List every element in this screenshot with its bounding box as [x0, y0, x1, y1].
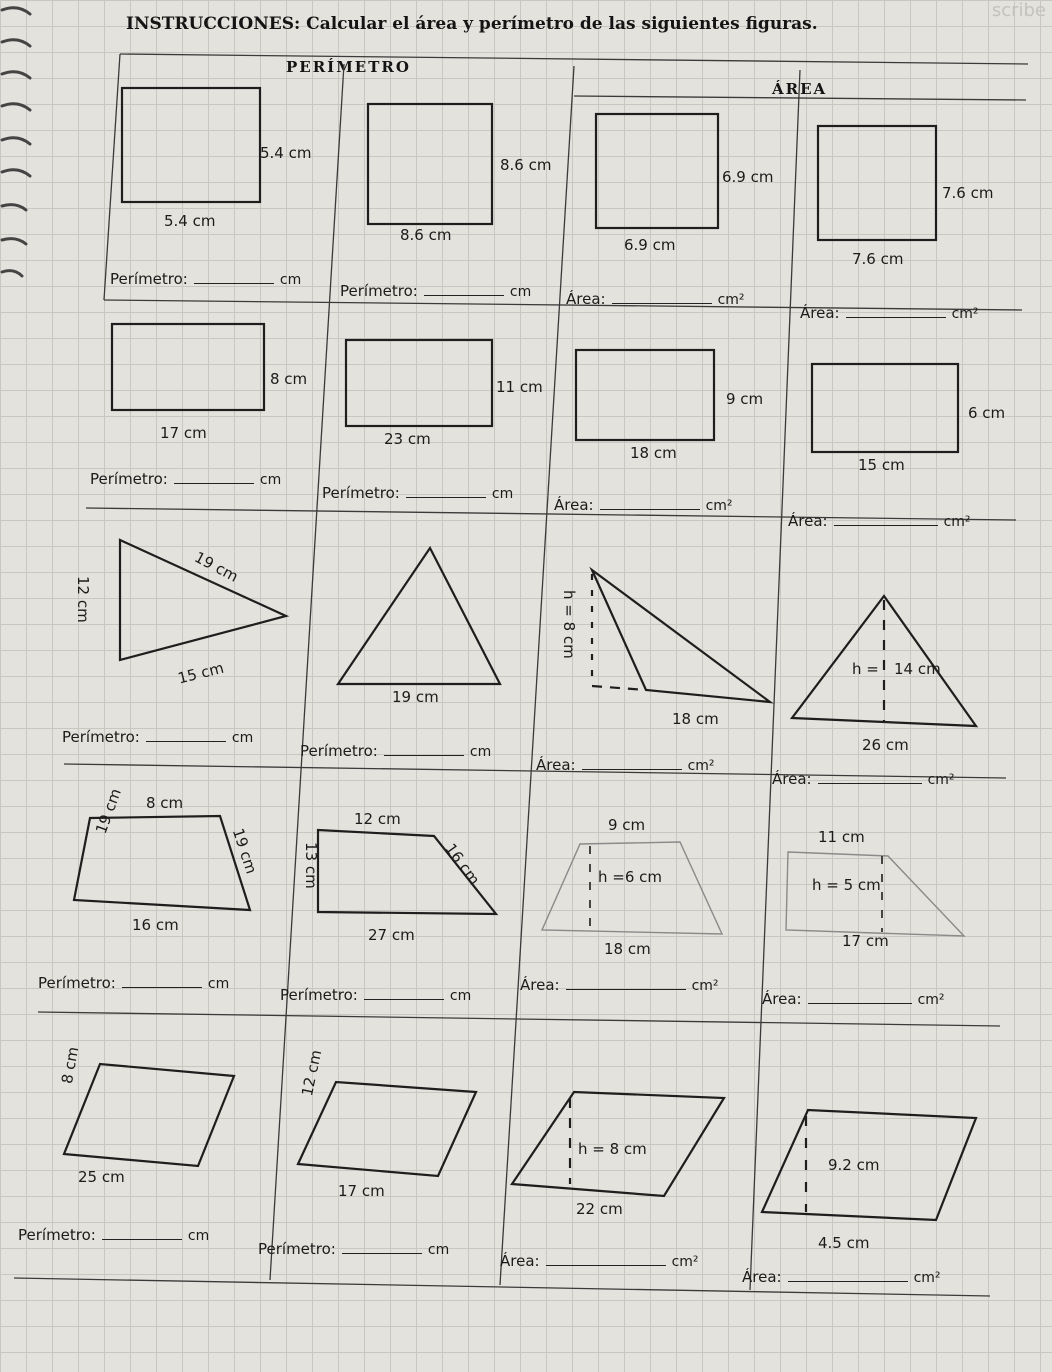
figure-label: 27 cm [368, 926, 415, 944]
answer-blank[interactable] [342, 1241, 422, 1254]
figure-label: 25 cm [78, 1168, 125, 1186]
rectangle-figure [576, 350, 714, 440]
figure-label: 8 cm [146, 794, 184, 812]
figure-label: 11 cm [818, 828, 865, 846]
square-figure [596, 114, 718, 228]
figure-label: 12 cm [74, 576, 92, 623]
figure-label: 5.4 cm [260, 144, 312, 162]
figure-label: h = 5 cm [812, 876, 881, 894]
figure-label: 12 cm [298, 1048, 326, 1098]
area-answer: Área: cm² [788, 512, 971, 530]
answer-blank[interactable] [846, 305, 946, 318]
answer-blank[interactable] [424, 283, 504, 296]
area-answer: Área: cm² [800, 304, 979, 322]
figure-label: 19 cm [92, 786, 125, 837]
parallelogram-figure [298, 1082, 476, 1176]
answer-blank[interactable] [406, 485, 486, 498]
answer-blank[interactable] [364, 987, 444, 1000]
perimeter-answer: Perímetro: cm [322, 484, 514, 502]
perimeter-answer: Perímetro: cm [258, 1240, 450, 1258]
parallelogram-figure [64, 1064, 234, 1166]
figure-label: 9 cm [726, 390, 764, 408]
figure-label: 16 cm [441, 840, 484, 889]
figure-label: 11 cm [496, 378, 543, 396]
area-heading: ÁREA [772, 80, 828, 98]
answer-blank[interactable] [612, 291, 712, 304]
answer-blank[interactable] [582, 757, 682, 770]
answer-blank[interactable] [384, 743, 464, 756]
perimeter-answer: Perímetro: cm [62, 728, 254, 746]
figure-label: 17 cm [338, 1182, 385, 1200]
figure-label: 18 cm [630, 444, 677, 462]
square-figure [818, 126, 936, 240]
figure-label: 14 cm [894, 660, 941, 678]
rectangle-figure [346, 340, 492, 426]
obtuse-triangle-figure [592, 570, 770, 702]
figure-label: 22 cm [576, 1200, 623, 1218]
figure-label: 13 cm [302, 842, 320, 889]
figure-label: 18 cm [604, 940, 651, 958]
figure-label: 15 cm [858, 456, 905, 474]
figure-label: 16 cm [132, 916, 179, 934]
answer-blank[interactable] [194, 271, 274, 284]
figure-label: 19 cm [191, 548, 242, 586]
perimeter-answer: Perímetro: cm [90, 470, 282, 488]
figure-label: 15 cm [176, 658, 226, 688]
area-answer: Área: cm² [566, 290, 745, 308]
area-answer: Área: cm² [500, 1252, 699, 1270]
figure-label: 6.9 cm [722, 168, 774, 186]
rectangle-figure [812, 364, 958, 452]
answer-blank[interactable] [122, 975, 202, 988]
watermark: scribe [991, 0, 1046, 21]
figure-label: 9.2 cm [828, 1156, 880, 1174]
area-answer: Área: cm² [554, 496, 733, 514]
answer-blank[interactable] [546, 1253, 666, 1266]
answer-blank[interactable] [566, 977, 686, 990]
figure-label: 8 cm [270, 370, 308, 388]
area-answer: Área: cm² [536, 756, 715, 774]
answer-blank[interactable] [834, 513, 938, 526]
answer-blank[interactable] [146, 729, 226, 742]
figure-label: 23 cm [384, 430, 431, 448]
figure-label: 18 cm [672, 710, 719, 728]
square-figure [122, 88, 260, 202]
figure-label: h = [852, 660, 879, 678]
figure-label: h =6 cm [598, 868, 663, 886]
equilateral-triangle-figure [338, 548, 500, 684]
figure-label: h = 8 cm [578, 1140, 647, 1158]
perimeter-answer: Perímetro: cm [38, 974, 230, 992]
figure-label: 17 cm [160, 424, 207, 442]
figure-label: 9 cm [608, 816, 646, 834]
perimeter-answer: Perímetro: cm [18, 1226, 210, 1244]
area-answer: Área: cm² [520, 976, 719, 994]
perimeter-answer: Perímetro: cm [340, 282, 532, 300]
answer-blank[interactable] [818, 771, 922, 784]
figure-label: 6 cm [968, 404, 1006, 422]
figure-label: 7.6 cm [942, 184, 994, 202]
answer-blank[interactable] [788, 1269, 908, 1282]
figure-label: 19 cm [228, 826, 261, 876]
figure-label: 8.6 cm [500, 156, 552, 174]
figure-label: 17 cm [842, 932, 889, 950]
area-answer: Área: cm² [762, 990, 945, 1008]
figure-label: 19 cm [392, 688, 439, 706]
answer-blank[interactable] [600, 497, 700, 510]
figure-label: 7.6 cm [852, 250, 904, 268]
figure-label: 6.9 cm [624, 236, 676, 254]
right-trapezoid-figure [786, 852, 964, 936]
area-answer: Área: cm² [742, 1268, 941, 1286]
perimeter-answer: Perímetro: cm [300, 742, 492, 760]
perimeter-answer: Perímetro: cm [110, 270, 302, 288]
answer-blank[interactable] [808, 991, 912, 1004]
perimeter-heading: PERÍMETRO [286, 58, 411, 76]
figure-label: 26 cm [862, 736, 909, 754]
figure-label: 8 cm [58, 1045, 83, 1086]
answer-blank[interactable] [174, 471, 254, 484]
instructions-title: INSTRUCCIONES: Calcular el área y perímetro de las siguientes figuras. [126, 14, 818, 34]
figure-label: 5.4 cm [164, 212, 216, 230]
figure-label: 4.5 cm [818, 1234, 870, 1252]
trapezoid-figure [542, 842, 722, 934]
figure-label: 12 cm [354, 810, 401, 828]
figure-label: h = 8 cm [560, 590, 578, 659]
square-figure [368, 104, 492, 224]
rectangle-figure [112, 324, 264, 410]
perimeter-answer: Perímetro: cm [280, 986, 472, 1004]
answer-blank[interactable] [102, 1227, 182, 1240]
figure-label: 8.6 cm [400, 226, 452, 244]
area-answer: Área: cm² [772, 770, 955, 788]
